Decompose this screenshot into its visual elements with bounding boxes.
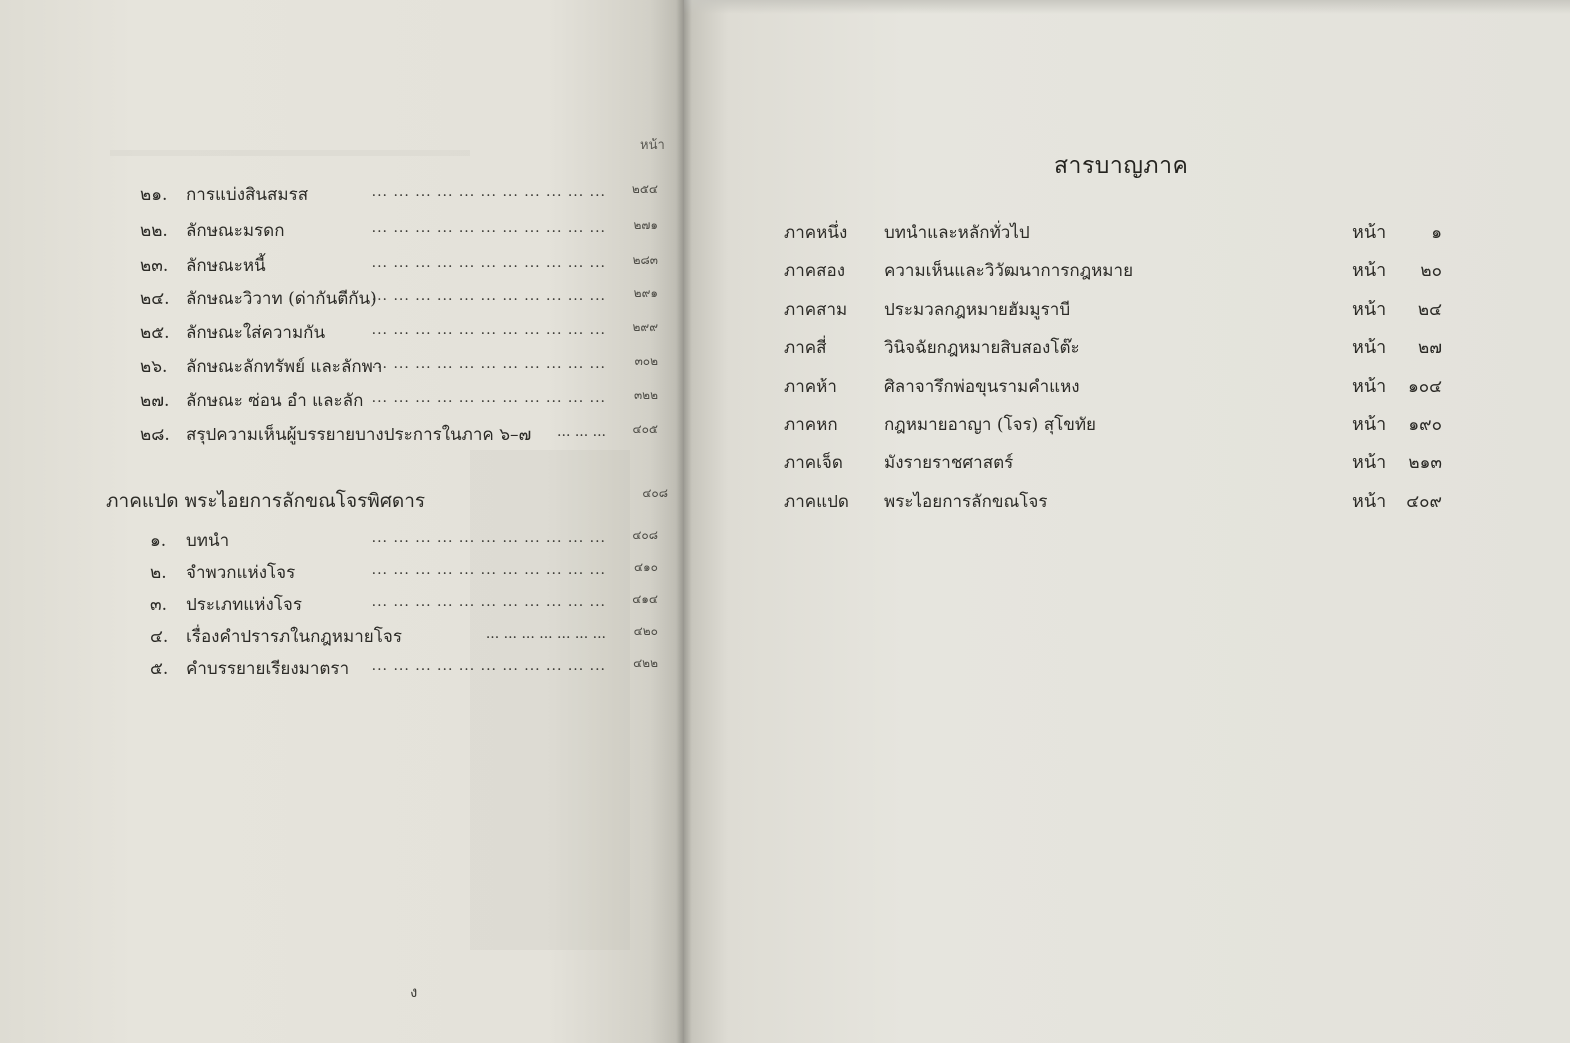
entry-title: ลักษณะหนี้ — [186, 256, 266, 276]
toc-entry — [140, 286, 670, 312]
page-column-label: หน้า — [640, 138, 665, 153]
entry-number: ๒๘. — [140, 425, 170, 445]
part-label: ภาคสอง — [784, 261, 846, 281]
part-title: มังรายราชศาสตร์ — [884, 453, 1014, 473]
part-page: ๒๑๓ — [1408, 453, 1442, 473]
part-title: ศิลาจารึกพ่อขุนรามคำแหง — [884, 377, 1080, 397]
entry-title: คำบรรยายเรียงมาตรา — [186, 659, 350, 679]
leader-dots: ... ... ... ... ... ... ... ... ... ... ... — [371, 184, 606, 200]
leader-dots: ... ... ... ... ... ... ... ... ... ... ... — [371, 288, 606, 304]
page-word: หน้า — [1352, 452, 1387, 473]
entry-title: การแบ่งสินสมรส — [186, 185, 309, 205]
entry-number: ๒๓. — [140, 256, 169, 276]
entry-page: ๒๙๙ — [632, 320, 658, 334]
toc-subentry — [150, 656, 670, 682]
part-entry — [784, 218, 1444, 248]
part-entry — [784, 295, 1444, 325]
leader-dots: ... ... ... ... ... ... ... — [485, 626, 606, 642]
part-label: ภาคหนึ่ง — [784, 223, 848, 243]
page-word: หน้า — [1352, 299, 1387, 320]
entry-number: ๒๑. — [140, 185, 168, 205]
leader-dots: ... ... ... ... ... ... ... ... ... ... ... — [371, 255, 606, 271]
part-page: ๑๙๐ — [1408, 415, 1442, 435]
part-title: พระไอยการลักขณโจร — [884, 492, 1048, 512]
page-word: หน้า — [1352, 337, 1387, 358]
entry-page: ๔๐๘ — [632, 528, 658, 542]
page-word: หน้า — [1352, 414, 1387, 435]
entry-number: ๒. — [150, 563, 167, 583]
leader-dots: ... ... ... ... ... ... ... ... ... ... ... — [371, 530, 606, 546]
part-label: ภาคหก — [784, 415, 838, 435]
book-gutter — [676, 0, 692, 1043]
bleed-through — [110, 150, 470, 156]
toc-subentry — [150, 560, 670, 586]
entry-page: ๔๑๔ — [632, 592, 658, 606]
part-page: ๑ — [1431, 223, 1442, 243]
entry-number: ๕. — [150, 659, 169, 679]
part-entry — [784, 487, 1444, 517]
part-label: ภาคสี่ — [784, 338, 827, 358]
entry-page: ๓๐๒ — [634, 354, 658, 368]
part-entry — [784, 256, 1444, 286]
entry-page: ๒๗๑ — [633, 218, 658, 232]
entry-title: ลักษณะมรดก — [186, 221, 285, 241]
toc-subentry — [150, 592, 670, 618]
leader-dots: ... ... ... ... ... ... ... ... ... ... ... — [371, 356, 606, 372]
part-label: ภาคห้า — [784, 377, 837, 397]
part-label: ภาคเจ็ด — [784, 453, 843, 473]
entry-number: ๓. — [150, 595, 168, 615]
entry-title: บทนำ — [186, 531, 230, 551]
entry-title: ประเภทแห่งโจร — [186, 595, 302, 615]
page-word: หน้า — [1352, 491, 1387, 512]
entry-title: สรุปความเห็นผู้บรรยายบางประการในภาค ๖–๗ — [186, 425, 532, 445]
section-page: ๔๐๘ — [642, 486, 668, 500]
part-entry — [784, 372, 1444, 402]
toc-entry — [140, 320, 670, 346]
toc-subentry — [150, 528, 670, 554]
entry-number: ๒๗. — [140, 391, 170, 411]
parts-contents-title: สารบาญภาค — [1054, 153, 1189, 179]
entry-title: ลักษณะลักทรัพย์ และลักพา — [186, 357, 383, 377]
left-page — [0, 0, 684, 1043]
part-entry — [784, 448, 1444, 478]
toc-entry — [140, 354, 670, 380]
leader-dots: ... ... ... ... ... ... ... ... ... ... ... — [371, 594, 606, 610]
entry-page: ๒๕๔ — [631, 182, 658, 196]
toc-entry — [140, 218, 670, 244]
entry-page: ๔๑๐ — [633, 560, 658, 574]
toc-entry — [140, 422, 670, 448]
part-title: วินิจฉัยกฎหมายสิบสองโต๊ะ — [884, 338, 1080, 358]
right-page — [684, 0, 1570, 1043]
leader-dots: ... ... ... ... ... ... ... ... ... ... ... — [371, 658, 606, 674]
leader-dots: ... ... ... ... ... ... ... ... ... ... ... — [371, 562, 606, 578]
leader-dots: ... ... ... ... ... ... ... ... ... ... ... — [371, 322, 606, 338]
part-title: ประมวลกฎหมายฮัมมูราบี — [884, 300, 1071, 320]
part-page: ๒๗ — [1418, 338, 1442, 358]
entry-title: จำพวกแห่งโจร — [186, 563, 296, 583]
entry-number: ๒๔. — [140, 289, 170, 309]
toc-subentry — [150, 624, 670, 650]
entry-title: ลักษณะ ซ่อน อำ และลัก — [186, 391, 364, 411]
entry-title: ลักษณะใส่ความกัน — [186, 323, 326, 343]
entry-page: ๔๒๒ — [633, 656, 658, 670]
part-page: ๒๔ — [1417, 300, 1442, 320]
entry-number: ๒๕. — [140, 323, 170, 343]
folio-page-letter: ง — [410, 983, 418, 1001]
page-word: หน้า — [1352, 260, 1387, 281]
page-word: หน้า — [1352, 222, 1387, 243]
page-word: หน้า — [1352, 376, 1387, 397]
entry-number: ๒๒. — [140, 221, 168, 241]
page-edge-shadow — [684, 0, 1570, 14]
entry-page: ๔๐๕ — [632, 422, 658, 436]
part-title: บทนำและหลักทั่วไป — [884, 223, 1030, 243]
toc-entry — [140, 388, 670, 414]
part-entry — [784, 333, 1444, 363]
part-entry — [784, 410, 1444, 440]
toc-entry — [140, 253, 670, 279]
leader-dots: ... ... ... — [557, 424, 606, 440]
section-heading — [106, 486, 666, 516]
section-title: ภาคแปด พระไอยการลักขณโจรพิศดาร — [106, 490, 426, 512]
part-title: กฎหมายอาญา (โจร) สุโขทัย — [884, 415, 1097, 435]
leader-dots: ... ... ... ... ... ... ... ... ... ... ... — [371, 220, 606, 236]
part-page: ๔๐๙ — [1406, 492, 1442, 512]
part-label: ภาคสาม — [784, 300, 848, 320]
entry-title: เรื่องคำปรารภในกฎหมายโจร — [186, 627, 402, 647]
part-label: ภาคแปด — [784, 492, 849, 512]
part-page: ๑๐๔ — [1407, 377, 1442, 397]
entry-number: ๒๖. — [140, 357, 168, 377]
entry-page: ๓๒๒ — [633, 388, 658, 402]
entry-page: ๒๙๑ — [633, 286, 658, 300]
entry-number: ๑. — [150, 531, 167, 551]
entry-number: ๔. — [150, 627, 169, 647]
entry-title: ลักษณะวิวาท (ด่ากันตีกัน) — [186, 289, 377, 309]
part-page: ๒๐ — [1420, 261, 1442, 281]
toc-entry — [140, 182, 670, 208]
entry-page: ๒๘๓ — [632, 253, 658, 267]
entry-page: ๔๒๐ — [633, 624, 658, 638]
leader-dots: ... ... ... ... ... ... ... ... ... ... ... — [371, 390, 606, 406]
part-title: ความเห็นและวิวัฒนาการกฎหมาย — [884, 261, 1134, 281]
